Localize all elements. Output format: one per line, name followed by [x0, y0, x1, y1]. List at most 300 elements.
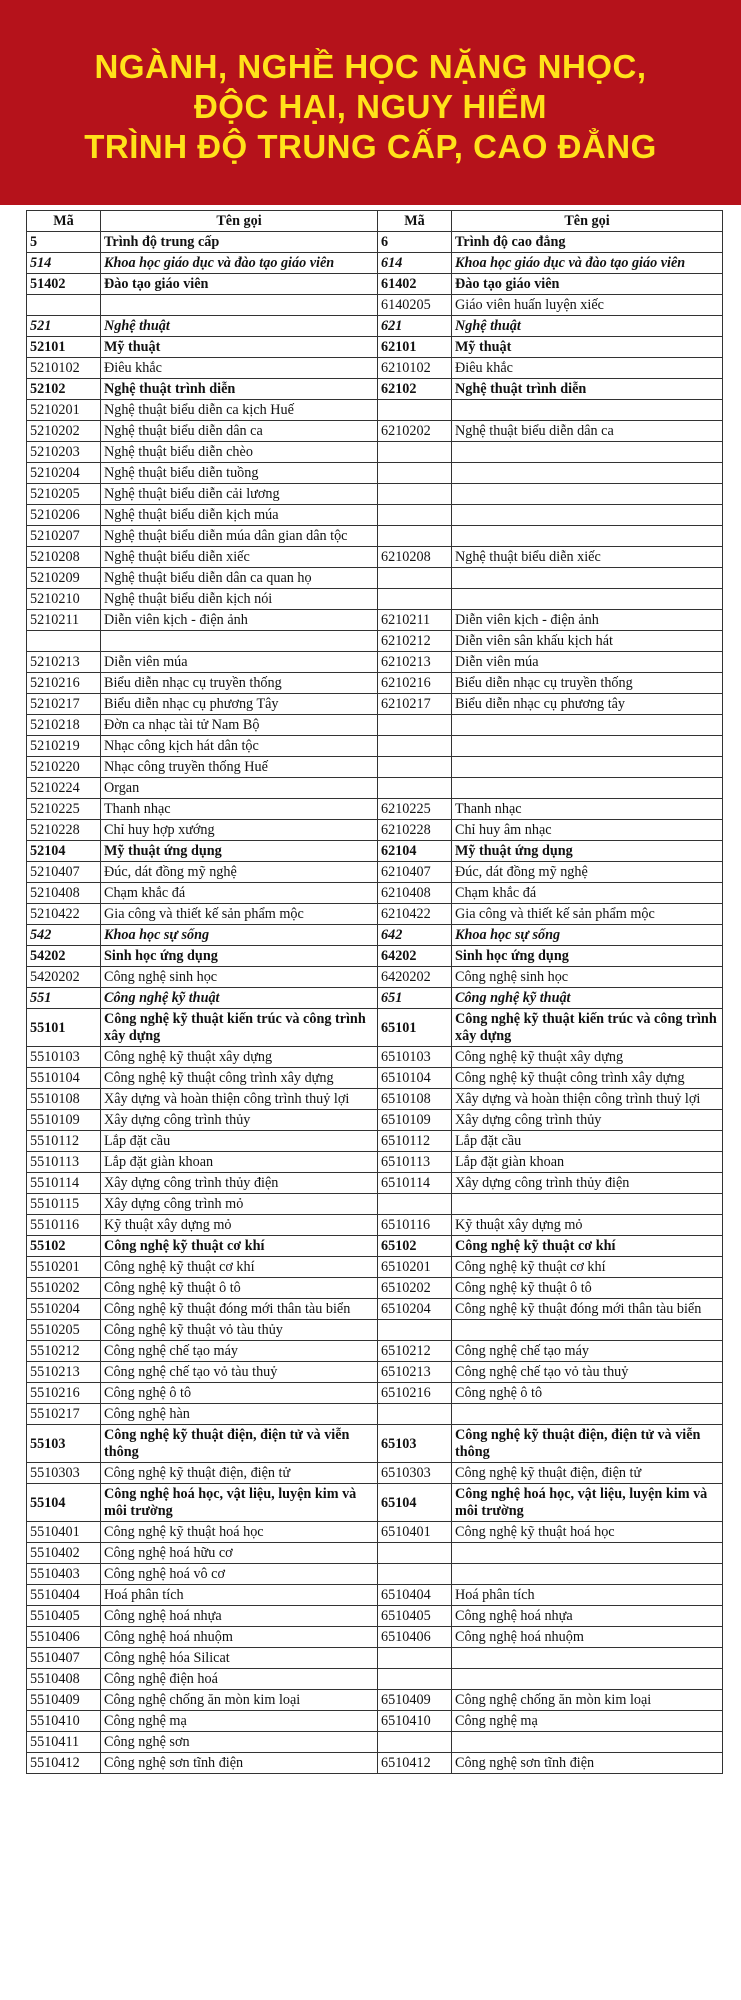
table-row	[27, 526, 723, 547]
table-row	[27, 1585, 723, 1606]
cell-code-level-5: 5210407	[27, 862, 101, 883]
table-row	[27, 505, 723, 526]
cell-name-level-5: Công nghệ kỹ thuật xây dựng	[101, 1047, 378, 1068]
cell-name-level-5: Công nghệ chế tạo máy	[101, 1341, 378, 1362]
cell-code-level-5: 55102	[27, 1236, 101, 1257]
cell-name-level-5: Nhạc công truyền thống Huế	[101, 757, 378, 778]
cell-name-level-6: Xây dựng công trình thủy điện	[452, 1173, 723, 1194]
cell-code-level-6: 6510404	[378, 1585, 452, 1606]
cell-name-level-6: Công nghệ kỹ thuật ô tô	[452, 1278, 723, 1299]
cell-name-level-6: Khoa học giáo dục và đào tạo giáo viên	[452, 253, 723, 274]
cell-name-level-5: Gia công và thiết kế sản phẩm mộc	[101, 904, 378, 925]
cell-code-level-5: 5510401	[27, 1522, 101, 1543]
cell-code-level-6: 6510410	[378, 1711, 452, 1732]
table-row	[27, 421, 723, 442]
cell-code-level-6: 6420202	[378, 967, 452, 988]
cell-name-level-5: Khoa học sự sống	[101, 925, 378, 946]
table-row	[27, 1753, 723, 1774]
cell-code-level-6: 65103	[378, 1425, 452, 1463]
table-row	[27, 736, 723, 757]
cell-name-level-5: Điêu khắc	[101, 358, 378, 379]
cell-code-level-6	[378, 757, 452, 778]
cell-code-level-5: 514	[27, 253, 101, 274]
table-row	[27, 1383, 723, 1404]
cell-name-level-5: Thanh nhạc	[101, 799, 378, 820]
cell-code-level-5: 5510402	[27, 1543, 101, 1564]
banner-title-line-2: ĐỘC HẠI, NGUY HIỂM	[193, 87, 548, 125]
cell-name-level-5: Nghệ thuật biểu diễn xiếc	[101, 547, 378, 568]
header-code-level-6: Mã	[378, 211, 452, 232]
cell-code-level-6: 6210202	[378, 421, 452, 442]
table-row	[27, 295, 723, 316]
cell-name-level-5: Công nghệ kỹ thuật công trình xây dựng	[101, 1068, 378, 1089]
cell-code-level-6: 6510201	[378, 1257, 452, 1278]
table-row	[27, 1425, 723, 1463]
table-row	[27, 820, 723, 841]
cell-name-level-6: Nghệ thuật biểu diễn dân ca	[452, 421, 723, 442]
cell-name-level-6: Công nghệ kỹ thuật công trình xây dựng	[452, 1068, 723, 1089]
cell-name-level-5: Chạm khắc đá	[101, 883, 378, 904]
cell-code-level-5: 5510205	[27, 1320, 101, 1341]
cell-code-level-6	[378, 1732, 452, 1753]
cell-code-level-6: 6210217	[378, 694, 452, 715]
cell-code-level-5: 5	[27, 232, 101, 253]
cell-code-level-5: 5510217	[27, 1404, 101, 1425]
cell-code-level-5: 55101	[27, 1009, 101, 1047]
table-row	[27, 1669, 723, 1690]
cell-name-level-6: Công nghệ hoá nhuộm	[452, 1627, 723, 1648]
cell-code-level-5: 5210203	[27, 442, 101, 463]
cell-code-level-5: 5510109	[27, 1110, 101, 1131]
cell-code-level-6: 6510112	[378, 1131, 452, 1152]
cell-name-level-6: Đào tạo giáo viên	[452, 274, 723, 295]
cell-code-level-5: 5420202	[27, 967, 101, 988]
table-row	[27, 337, 723, 358]
cell-code-level-6: 6210225	[378, 799, 452, 820]
cell-code-level-6: 6510412	[378, 1753, 452, 1774]
cell-name-level-5: Công nghệ mạ	[101, 1711, 378, 1732]
cell-name-level-5: Công nghệ hoá hữu cơ	[101, 1543, 378, 1564]
cell-name-level-5: Nghệ thuật biểu diễn chèo	[101, 442, 378, 463]
cell-name-level-5: Mỹ thuật	[101, 337, 378, 358]
cell-name-level-5: Công nghệ hoá nhựa	[101, 1606, 378, 1627]
cell-name-level-5: Nhạc công kịch hát dân tộc	[101, 736, 378, 757]
cell-code-level-6: 62104	[378, 841, 452, 862]
table-row	[27, 1522, 723, 1543]
cell-name-level-6	[452, 1543, 723, 1564]
cell-code-level-6: 6510116	[378, 1215, 452, 1236]
cell-name-level-6: Công nghệ mạ	[452, 1711, 723, 1732]
cell-code-level-5: 5210408	[27, 883, 101, 904]
cell-code-level-6	[378, 1404, 452, 1425]
cell-name-level-6: Mỹ thuật	[452, 337, 723, 358]
cell-name-level-5: Nghệ thuật biểu diễn kịch nói	[101, 589, 378, 610]
cell-code-level-5: 5510116	[27, 1215, 101, 1236]
document-sheet	[0, 205, 741, 2000]
cell-name-level-5: Công nghệ chống ăn mòn kim loại	[101, 1690, 378, 1711]
cell-name-level-5: Đúc, dát đồng mỹ nghệ	[101, 862, 378, 883]
cell-name-level-5: Xây dựng và hoàn thiện công trình thuỷ lợi	[101, 1089, 378, 1110]
cell-code-level-6: 642	[378, 925, 452, 946]
cell-name-level-5: Organ	[101, 778, 378, 799]
cell-name-level-5: Công nghệ kỹ thuật cơ khí	[101, 1257, 378, 1278]
table-row	[27, 1236, 723, 1257]
cell-code-level-5: 551	[27, 988, 101, 1009]
cell-name-level-6: Công nghệ kỹ thuật kiến trúc và công trình xây dựng	[452, 1009, 723, 1047]
table-row	[27, 274, 723, 295]
table-row	[27, 673, 723, 694]
cell-name-level-5: Đào tạo giáo viên	[101, 274, 378, 295]
cell-code-level-5: 52101	[27, 337, 101, 358]
cell-code-level-5: 5210225	[27, 799, 101, 820]
cell-name-level-6: Điêu khắc	[452, 358, 723, 379]
cell-name-level-6	[452, 400, 723, 421]
cell-code-level-5: 5210206	[27, 505, 101, 526]
table-row	[27, 883, 723, 904]
cell-name-level-6: Công nghệ kỹ thuật cơ khí	[452, 1257, 723, 1278]
table-row	[27, 589, 723, 610]
cell-code-level-6: 6510401	[378, 1522, 452, 1543]
cell-name-level-6: Khoa học sự sống	[452, 925, 723, 946]
cell-name-level-6	[452, 526, 723, 547]
header-name-level-6: Tên gọi	[452, 211, 723, 232]
cell-code-level-6: 6510213	[378, 1362, 452, 1383]
cell-name-level-5: Hoá phân tích	[101, 1585, 378, 1606]
table-row	[27, 1362, 723, 1383]
table-row	[27, 1341, 723, 1362]
cell-code-level-6: 6210213	[378, 652, 452, 673]
cell-code-level-6	[378, 442, 452, 463]
cell-name-level-6: Diễn viên sân khấu kịch hát	[452, 631, 723, 652]
cell-code-level-6: 6510202	[378, 1278, 452, 1299]
table-row	[27, 778, 723, 799]
cell-name-level-5: Công nghệ kỹ thuật điện, điện tử và viễn thông	[101, 1425, 378, 1463]
cell-code-level-5: 521	[27, 316, 101, 337]
cell-code-level-5: 5210209	[27, 568, 101, 589]
cell-code-level-6: 6510113	[378, 1152, 452, 1173]
cell-name-level-5: Diễn viên kịch - điện ảnh	[101, 610, 378, 631]
cell-name-level-6: Giáo viên huấn luyện xiếc	[452, 295, 723, 316]
cell-code-level-5: 542	[27, 925, 101, 946]
cell-code-level-6: 6210422	[378, 904, 452, 925]
cell-name-level-6: Chỉ huy âm nhạc	[452, 820, 723, 841]
table-row	[27, 1732, 723, 1753]
cell-name-level-5: Công nghệ kỹ thuật	[101, 988, 378, 1009]
cell-code-level-5: 5510409	[27, 1690, 101, 1711]
cell-code-level-6: 62101	[378, 337, 452, 358]
cell-name-level-6	[452, 736, 723, 757]
cell-name-level-6: Diễn viên múa	[452, 652, 723, 673]
cell-name-level-6: Trình độ cao đẳng	[452, 232, 723, 253]
cell-code-level-5: 5510411	[27, 1732, 101, 1753]
cell-name-level-5: Nghệ thuật biểu diễn dân ca quan họ	[101, 568, 378, 589]
cell-code-level-5: 5510202	[27, 1278, 101, 1299]
cell-name-level-5: Nghệ thuật biểu diễn tuồng	[101, 463, 378, 484]
table-row	[27, 1131, 723, 1152]
table-row	[27, 715, 723, 736]
table-row	[27, 568, 723, 589]
cell-name-level-5: Lắp đặt giàn khoan	[101, 1152, 378, 1173]
cell-name-level-5: Mỹ thuật ứng dụng	[101, 841, 378, 862]
table-row	[27, 1299, 723, 1320]
cell-code-level-6: 6210102	[378, 358, 452, 379]
cell-name-level-5: Diễn viên múa	[101, 652, 378, 673]
cell-code-level-5: 54202	[27, 946, 101, 967]
cell-code-level-6: 6510204	[378, 1299, 452, 1320]
table-row	[27, 1711, 723, 1732]
cell-name-level-6	[452, 568, 723, 589]
table-row	[27, 1648, 723, 1669]
cell-code-level-6	[378, 1669, 452, 1690]
cell-name-level-6: Đúc, dát đồng mỹ nghệ	[452, 862, 723, 883]
cell-code-level-6	[378, 1320, 452, 1341]
cell-name-level-6: Công nghệ kỹ thuật	[452, 988, 723, 1009]
table-row	[27, 1194, 723, 1215]
table-row	[27, 1215, 723, 1236]
cell-name-level-5: Xây dựng công trình mỏ	[101, 1194, 378, 1215]
cell-name-level-6: Nghệ thuật trình diễn	[452, 379, 723, 400]
cell-code-level-6: 651	[378, 988, 452, 1009]
cell-name-level-6	[452, 1669, 723, 1690]
cell-code-level-5: 5510201	[27, 1257, 101, 1278]
cell-name-level-6: Công nghệ sinh học	[452, 967, 723, 988]
cell-name-level-5: Công nghệ điện hoá	[101, 1669, 378, 1690]
cell-name-level-5: Nghệ thuật	[101, 316, 378, 337]
table-row	[27, 841, 723, 862]
table-row	[27, 1690, 723, 1711]
table-row	[27, 1009, 723, 1047]
cell-name-level-6: Gia công và thiết kế sản phẩm mộc	[452, 904, 723, 925]
table-row	[27, 379, 723, 400]
cell-code-level-6: 62102	[378, 379, 452, 400]
occupation-table	[26, 210, 723, 1774]
cell-name-level-6: Công nghệ kỹ thuật cơ khí	[452, 1236, 723, 1257]
cell-code-level-6: 6510114	[378, 1173, 452, 1194]
table-row	[27, 1089, 723, 1110]
cell-code-level-5: 5510403	[27, 1564, 101, 1585]
cell-code-level-5: 52104	[27, 841, 101, 862]
cell-name-level-6	[452, 778, 723, 799]
cell-code-level-6	[378, 505, 452, 526]
cell-name-level-6: Sinh học ứng dụng	[452, 946, 723, 967]
cell-name-level-6	[452, 715, 723, 736]
cell-name-level-5: Công nghệ kỹ thuật ô tô	[101, 1278, 378, 1299]
table-row	[27, 988, 723, 1009]
table-row	[27, 1047, 723, 1068]
cell-code-level-5: 5510408	[27, 1669, 101, 1690]
table-row	[27, 400, 723, 421]
cell-name-level-5: Chỉ huy hợp xướng	[101, 820, 378, 841]
cell-code-level-5: 5510407	[27, 1648, 101, 1669]
cell-code-level-5: 5210219	[27, 736, 101, 757]
cell-code-level-5	[27, 295, 101, 316]
table-row	[27, 1463, 723, 1484]
cell-name-level-6: Công nghệ kỹ thuật điện, điện tử và viễn thông	[452, 1425, 723, 1463]
cell-code-level-5: 5210218	[27, 715, 101, 736]
cell-name-level-6: Hoá phân tích	[452, 1585, 723, 1606]
cell-name-level-6: Biểu diễn nhạc cụ phương tây	[452, 694, 723, 715]
header-name-level-5: Tên gọi	[101, 211, 378, 232]
cell-name-level-5: Nghệ thuật biểu diễn dân ca	[101, 421, 378, 442]
table-row	[27, 925, 723, 946]
cell-name-level-6: Diễn viên kịch - điện ảnh	[452, 610, 723, 631]
cell-code-level-6: 6	[378, 232, 452, 253]
cell-name-level-5: Xây dựng công trình thủy	[101, 1110, 378, 1131]
cell-code-level-6: 621	[378, 316, 452, 337]
header-code-level-5: Mã	[27, 211, 101, 232]
cell-code-level-5: 5210224	[27, 778, 101, 799]
cell-code-level-6: 6510405	[378, 1606, 452, 1627]
table-row	[27, 1173, 723, 1194]
cell-code-level-6: 6510103	[378, 1047, 452, 1068]
cell-name-level-6	[452, 1194, 723, 1215]
cell-code-level-5: 5210213	[27, 652, 101, 673]
cell-name-level-6: Công nghệ kỹ thuật điện, điện tử	[452, 1463, 723, 1484]
table-row	[27, 484, 723, 505]
cell-code-level-6: 6510104	[378, 1068, 452, 1089]
cell-name-level-5: Sinh học ứng dụng	[101, 946, 378, 967]
table-row	[27, 631, 723, 652]
cell-name-level-6: Nghệ thuật biểu diễn xiếc	[452, 547, 723, 568]
table-row	[27, 1627, 723, 1648]
cell-name-level-5: Lắp đặt cầu	[101, 1131, 378, 1152]
cell-code-level-5: 5510405	[27, 1606, 101, 1627]
cell-name-level-5: Công nghệ kỹ thuật hoá học	[101, 1522, 378, 1543]
cell-code-level-6: 6510406	[378, 1627, 452, 1648]
cell-name-level-6	[452, 589, 723, 610]
table-row	[27, 1278, 723, 1299]
banner-title-line-1: NGÀNH, NGHỀ HỌC NẶNG NHỌC,	[94, 47, 647, 85]
cell-code-level-6: 6210408	[378, 883, 452, 904]
cell-name-level-5: Nghệ thuật trình diễn	[101, 379, 378, 400]
cell-name-level-6: Công nghệ chống ăn mòn kim loại	[452, 1690, 723, 1711]
cell-code-level-5: 5210102	[27, 358, 101, 379]
cell-code-level-5: 51402	[27, 274, 101, 295]
cell-code-level-5: 5510216	[27, 1383, 101, 1404]
cell-name-level-6	[452, 1648, 723, 1669]
cell-name-level-6	[452, 442, 723, 463]
cell-code-level-6: 61402	[378, 274, 452, 295]
cell-name-level-6: Công nghệ chế tạo vỏ tàu thuỷ	[452, 1362, 723, 1383]
cell-code-level-5: 5510213	[27, 1362, 101, 1383]
cell-name-level-6	[452, 1404, 723, 1425]
cell-code-level-5: 5210202	[27, 421, 101, 442]
cell-code-level-6	[378, 1564, 452, 1585]
cell-name-level-5: Công nghệ sơn	[101, 1732, 378, 1753]
cell-name-level-6: Xây dựng và hoàn thiện công trình thuỷ lợi	[452, 1089, 723, 1110]
cell-code-level-6: 65101	[378, 1009, 452, 1047]
cell-code-level-6	[378, 463, 452, 484]
cell-code-level-6: 6210212	[378, 631, 452, 652]
table-row	[27, 1257, 723, 1278]
table-row	[27, 1068, 723, 1089]
cell-name-level-6: Công nghệ kỹ thuật hoá học	[452, 1522, 723, 1543]
table-row	[27, 442, 723, 463]
cell-name-level-6	[452, 1320, 723, 1341]
cell-name-level-6: Biểu diễn nhạc cụ truyền thống	[452, 673, 723, 694]
cell-code-level-5: 55104	[27, 1484, 101, 1522]
table-body	[27, 232, 723, 1774]
cell-name-level-5: Khoa học giáo dục và đào tạo giáo viên	[101, 253, 378, 274]
cell-name-level-5: Nghệ thuật biểu diễn kịch múa	[101, 505, 378, 526]
cell-code-level-5: 5210201	[27, 400, 101, 421]
cell-name-level-5: Công nghệ hoá nhuộm	[101, 1627, 378, 1648]
cell-name-level-6: Mỹ thuật ứng dụng	[452, 841, 723, 862]
cell-code-level-5: 5510404	[27, 1585, 101, 1606]
cell-code-level-6	[378, 736, 452, 757]
cell-name-level-6: Thanh nhạc	[452, 799, 723, 820]
cell-code-level-6	[378, 1194, 452, 1215]
cell-code-level-5: 5510303	[27, 1463, 101, 1484]
cell-code-level-5: 5210208	[27, 547, 101, 568]
cell-name-level-5: Công nghệ kỹ thuật kiến trúc và công trình xây dựng	[101, 1009, 378, 1047]
cell-code-level-6: 6210211	[378, 610, 452, 631]
cell-name-level-6: Lắp đặt cầu	[452, 1131, 723, 1152]
cell-name-level-5: Biểu diễn nhạc cụ phương Tây	[101, 694, 378, 715]
cell-code-level-6: 6210208	[378, 547, 452, 568]
cell-name-level-6: Công nghệ chế tạo máy	[452, 1341, 723, 1362]
cell-name-level-5: Biểu diễn nhạc cụ truyền thống	[101, 673, 378, 694]
cell-code-level-5: 5210205	[27, 484, 101, 505]
cell-name-level-5: Công nghệ hàn	[101, 1404, 378, 1425]
cell-name-level-6: Công nghệ sơn tĩnh điện	[452, 1753, 723, 1774]
table-header-row	[27, 211, 723, 232]
cell-name-level-5: Công nghệ chế tạo vỏ tàu thuỷ	[101, 1362, 378, 1383]
table-row	[27, 1152, 723, 1173]
cell-code-level-6	[378, 1543, 452, 1564]
cell-name-level-5: Đờn ca nhạc tài tử Nam Bộ	[101, 715, 378, 736]
table-row	[27, 547, 723, 568]
table-row	[27, 1404, 723, 1425]
cell-code-level-6: 614	[378, 253, 452, 274]
cell-name-level-6	[452, 1732, 723, 1753]
cell-name-level-6	[452, 1564, 723, 1585]
cell-name-level-6	[452, 757, 723, 778]
cell-code-level-5: 5510112	[27, 1131, 101, 1152]
cell-name-level-6: Công nghệ hoá nhựa	[452, 1606, 723, 1627]
cell-code-level-5: 52102	[27, 379, 101, 400]
cell-code-level-6: 6510216	[378, 1383, 452, 1404]
cell-code-level-6: 65102	[378, 1236, 452, 1257]
cell-code-level-5: 5210228	[27, 820, 101, 841]
cell-code-level-6: 6210228	[378, 820, 452, 841]
cell-code-level-5: 5210207	[27, 526, 101, 547]
cell-code-level-6: 6510303	[378, 1463, 452, 1484]
table-row	[27, 652, 723, 673]
cell-code-level-6	[378, 484, 452, 505]
table-row	[27, 253, 723, 274]
cell-code-level-6: 6210407	[378, 862, 452, 883]
table-row	[27, 757, 723, 778]
table-row	[27, 463, 723, 484]
cell-code-level-5: 5210204	[27, 463, 101, 484]
cell-name-level-5: Kỹ thuật xây dựng mỏ	[101, 1215, 378, 1236]
table-row	[27, 1484, 723, 1522]
cell-name-level-5: Công nghệ kỹ thuật cơ khí	[101, 1236, 378, 1257]
cell-code-level-6: 65104	[378, 1484, 452, 1522]
cell-code-level-6	[378, 400, 452, 421]
cell-code-level-5: 5510212	[27, 1341, 101, 1362]
table-row	[27, 1543, 723, 1564]
cell-code-level-6	[378, 568, 452, 589]
table-row	[27, 862, 723, 883]
cell-name-level-5: Xây dựng công trình thủy điện	[101, 1173, 378, 1194]
cell-code-level-5: 5510108	[27, 1089, 101, 1110]
cell-code-level-5: 55103	[27, 1425, 101, 1463]
cell-name-level-6: Lắp đặt giàn khoan	[452, 1152, 723, 1173]
cell-code-level-5: 5210216	[27, 673, 101, 694]
cell-code-level-5: 5510113	[27, 1152, 101, 1173]
